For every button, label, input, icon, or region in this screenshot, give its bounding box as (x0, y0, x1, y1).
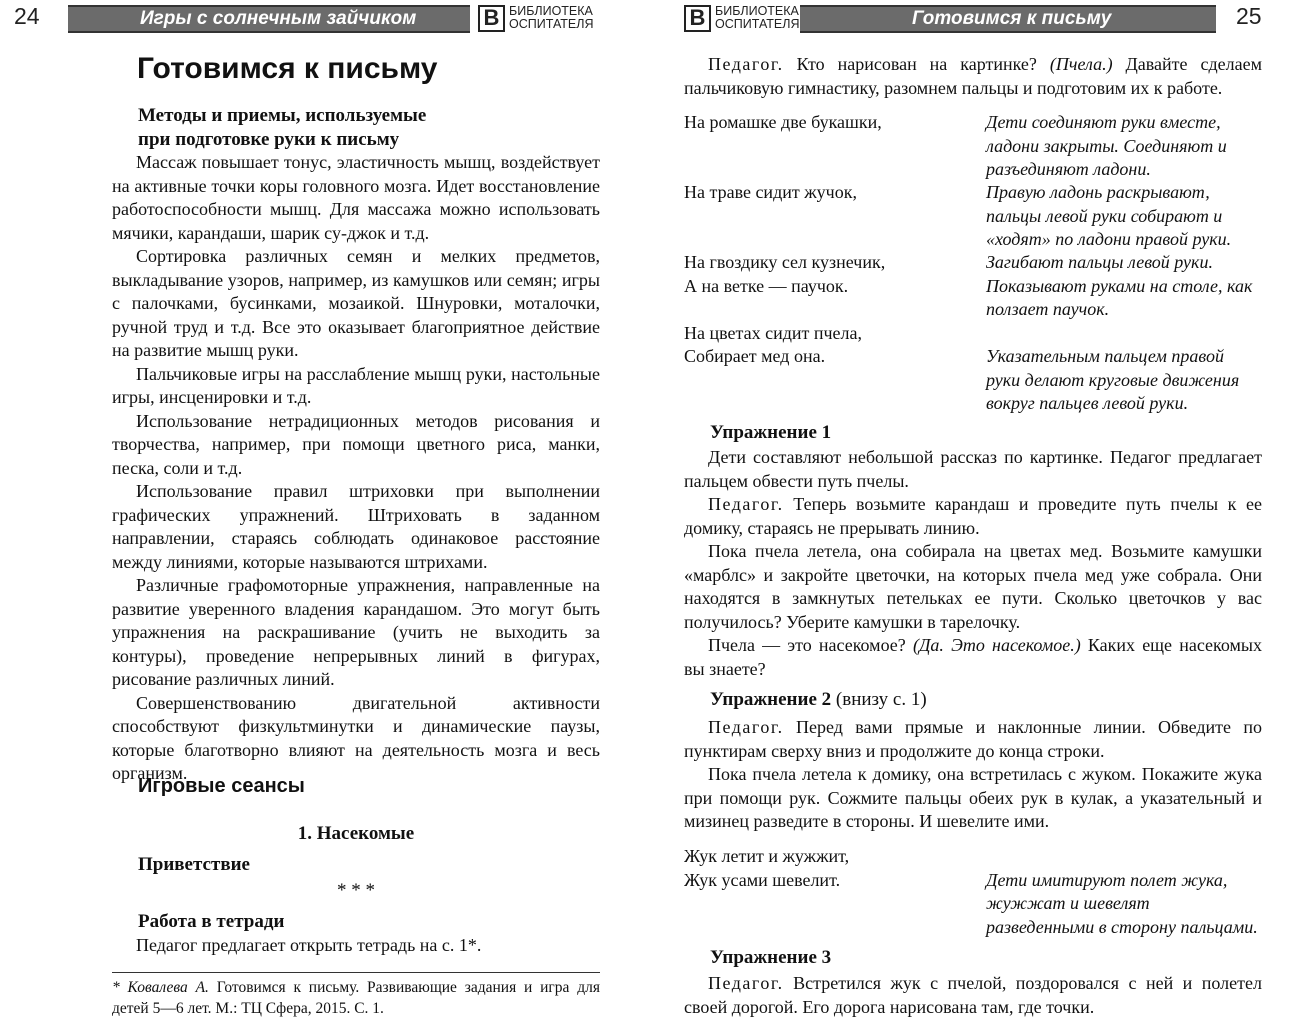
finger-game-poem (684, 111, 1262, 416)
greeting-heading: Приветствие (138, 854, 250, 875)
footnote-author: * Ковалева А. (112, 979, 209, 996)
poem-verse: На цветах сидит пчела, (684, 322, 863, 343)
running-head-bar (800, 5, 1216, 33)
running-head: Готовимся к письму (912, 8, 1112, 29)
page-number: 25 (1236, 3, 1262, 29)
poem-note: Правую ладонь раскрывают, пальцы левой руки собирают и «ходят» по ладони правой руки. (986, 182, 1232, 249)
poem-row (684, 845, 1262, 869)
footnote (112, 972, 600, 1019)
speaker: Педагог. (708, 717, 784, 737)
paragraph: Теперь возьмите карандаш и проведите путь пчелы к ее домику, стараясь не прерывать линию. (684, 494, 1262, 538)
paragraph: Различные графомоторные упражнения, направленные на развитие уверенного владения карандашом. Это могут быть упражнения на раскрашивание (учить не выходить за контуры), проведение непрерывных линий в фигурах, рисование различных линий. (112, 575, 600, 689)
poem-row (684, 322, 1262, 346)
paragraph: Пока пчела летела, она собирала на цветах мед. Возьмите камушки «марблс» и закройте цветочки, на которых пчела мед уже собрала. Они находятся в замкнутых петельках ее пути. Сколько цветочков у вас получилось? Уберите камушки в тарелочку. (684, 541, 1262, 632)
exercise-3-text (684, 972, 1262, 1019)
paragraph-answer: (Да. Это насекомое.) (912, 635, 1081, 655)
poem-verse: На ромашке две букашки, (684, 112, 882, 132)
intro-answer: (Пчела.) (1049, 54, 1113, 74)
poem-verse: Жук летит и жужжит, (684, 846, 850, 866)
paragraph: Использование нетрадиционных методов рисования и творчества, например, при помощи цветного риса, манки, песка, соли и т.д. (112, 410, 600, 478)
poem-verse: На траве сидит жучок, (684, 182, 857, 202)
poem-note: Дети соединяют руки вместе, ладони закрыты. Соединяют и разъединяют ладони. (986, 112, 1227, 179)
poem-note: Показывают руками на столе, как ползает паучок. (986, 275, 1253, 319)
session-title: 1. Насекомые (297, 823, 415, 844)
chapter-title: Готовимся к письму (137, 52, 438, 85)
speaker: Педагог. (708, 54, 784, 74)
intro-rest: Давайте сделаем пальчиковую гимнастику, разомнем пальцы и подготовим их к работе. (684, 54, 1262, 98)
speaker: Педагог. (708, 494, 784, 514)
poem-verse: А на ветке — паучок. (684, 275, 849, 296)
paragraph: Дети составляют небольшой рассказ по картинке. Педагог предлагает пальцем обвести путь пчелы. (684, 447, 1262, 491)
exercise-2-label: Упражнение 2 (710, 689, 832, 710)
poem-verse: Собирает мед она. (684, 346, 826, 366)
poem-note (986, 845, 1262, 869)
stars-divider: * * * (337, 880, 375, 901)
paragraph: Пока пчела летела к домику, она встретилась с жуком. Покажите жука при помощи рук. Сожмите пальцы обеих рук в кулак, а указательный и мизинец разведите в стороны. И шевелите ими. (684, 764, 1262, 831)
poem-row (684, 345, 1262, 416)
poem-note (986, 322, 1262, 346)
poem-verse: Жук усами шевелит. (684, 869, 841, 890)
beetle-poem (684, 845, 1262, 939)
poem-row (684, 181, 1262, 251)
exercise-1-title: Упражнение 1 (710, 422, 832, 443)
speaker: Педагог. (708, 973, 784, 993)
workbook-text-block (112, 934, 600, 958)
exercise-2-title (710, 688, 927, 712)
paragraph: Пальчиковые игры на расслабление мышц руки, настольные игры, инсценировки и т.д. (112, 363, 600, 407)
subheading-line-2: при подготовке руки к письму (138, 128, 400, 150)
exercise-3-title: Упражнение 3 (710, 947, 832, 968)
workbook-heading: Работа в тетради (138, 911, 285, 932)
paragraph: Использование правил штриховки при выполнении графических упражнений. Штриховать в заданном направлении, стараясь соблюдать одинаковое расстояние между линиями, которые называются штрихами. (112, 481, 600, 572)
exercise-2-note: (внизу с. 1) (831, 689, 927, 710)
paragraph: Встретился жук с пчелой, поздоровался с ней и полетел своей дорогой. Его дорога нарисована там, где точки. (684, 973, 1262, 1017)
workbook-text: Педагог предлагает открыть тетрадь на с. 1*. (136, 935, 482, 955)
logo-line-2: ОСПИТАТЕЛЯ (715, 17, 800, 31)
running-head: Игры с солнечным зайчиком (140, 8, 417, 29)
paragraph-part: Каких еще насекомых вы знаете? (684, 635, 1262, 679)
section-heading: Игровые сеансы (138, 775, 305, 797)
paragraph-part: Пчела — это насекомое? (708, 635, 913, 655)
poem-verse: На гвоздику сел кузнечик, (684, 252, 886, 272)
left-page (0, 0, 652, 1034)
logo-line-1: БИБЛИОТЕКА (509, 4, 593, 18)
poem-row (684, 869, 1262, 940)
paragraph: Совершенствованию двигательной активности способствуют физкультминутки и динамические паузы, которые благотворно влияют на деятельность мозга и весь организм. (112, 692, 600, 783)
intro-question: Кто нарисован на картинке? (783, 54, 1050, 74)
methods-text (112, 151, 600, 786)
logo-line-1: БИБЛИОТЕКА (715, 4, 799, 18)
logo-letter: В (478, 5, 505, 32)
poem-row (684, 111, 1262, 181)
exercise-2-text (684, 716, 1262, 834)
poem-note: Загибают пальцы левой руки. (986, 252, 1213, 272)
poem-note: Указательным пальцем правой руки делают круговые движения вокруг пальцев левой руки. (986, 346, 1240, 413)
paragraph: Сортировка различных семян и мелких предметов, выкладывание узоров, например, из камушков или семян; игры с палочками, бусинками, мозаикой. Шнуровки, моталочки, ручной труд и т.д. Все это оказывает благоприятное действие на развитие мышц руки. (112, 246, 600, 360)
poem-note: Дети имитируют полет жука, жужжат и шевелят разведенными в сторону пальцами. (986, 869, 1258, 937)
exercise-1-text (684, 446, 1262, 681)
subheading-line-1: Методы и приемы, используемые (138, 105, 427, 126)
intro-text (684, 53, 1262, 100)
paragraph: Перед вами прямые и наклонные линии. Обведите по пунктирам сверху вниз и продолжите до конца строки. (684, 717, 1262, 761)
paragraph: Массаж повышает тонус, эластичность мышц, воздействует на активные точки коры головного мозга. Идет восстановление работоспособности мышц. Для массажа можно использовать мячики, карандаши, шарик су-джок и т.д. (112, 152, 600, 243)
logo-line-2: ОСПИТАТЕЛЯ (509, 17, 594, 31)
poem-row (684, 275, 1262, 322)
publisher-logo (478, 3, 628, 33)
running-head-bar (68, 5, 470, 33)
page-number: 24 (14, 3, 40, 29)
footnote-text: Готовимся к письму. Развивающие задания и игра для детей 5—6 лет. М.: ТЦ Сфера, 2015. С. 1. (112, 979, 600, 1017)
methods-subheading (138, 104, 426, 151)
logo-letter: В (684, 5, 711, 32)
poem-row (684, 251, 1262, 275)
